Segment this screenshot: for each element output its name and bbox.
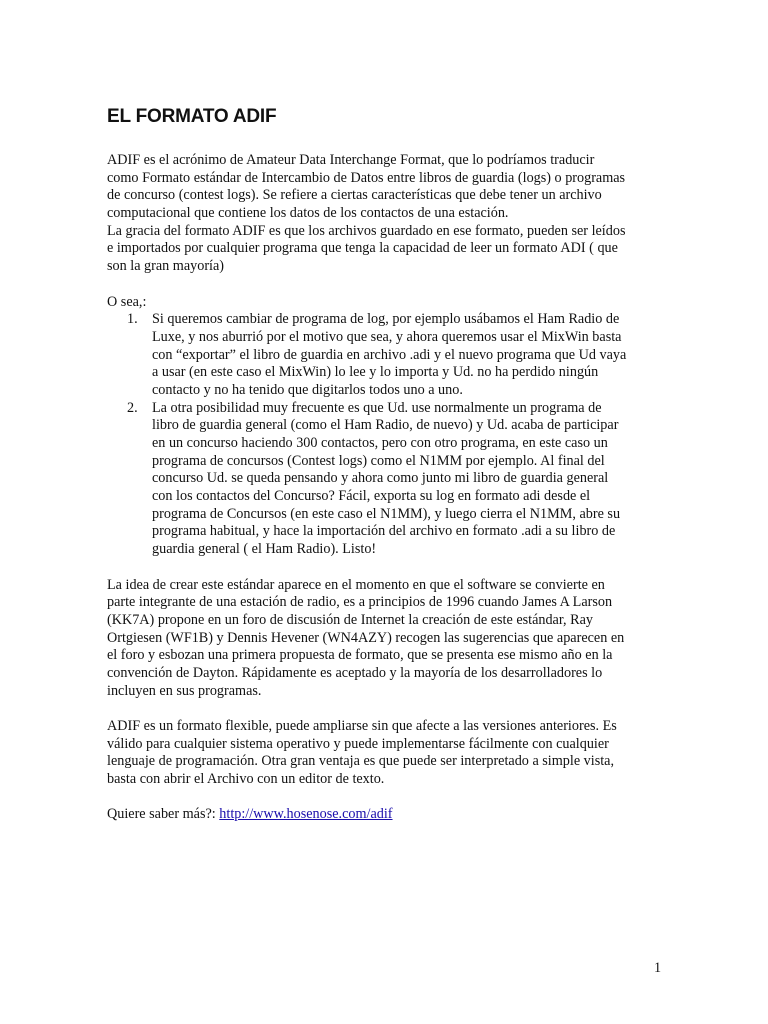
text-line: el foro y esbozan una primera propuesta de formato, que se presenta ese mismo año en la: [107, 647, 613, 664]
adif-link[interactable]: http://www.hosenose.com/adif: [219, 806, 393, 823]
document-body: [107, 152, 667, 824]
paragraph-spacer: [107, 559, 667, 577]
more-info-line: [107, 806, 667, 824]
flexible-paragraph: [107, 718, 667, 789]
text-line: Ortgiesen (WF1B) y Dennis Hevener (WN4AZY) recogen las sugerencias que aparecen en: [107, 629, 625, 646]
text-line: lenguaje de programación. Otra gran ventaja es que puede ser interpretado a simple vista,: [107, 753, 615, 770]
list-item-number: 1.: [127, 311, 138, 328]
text-line: programa de Concursos (en este caso el N1MM), y luego cierra el N1MM, abre su: [152, 505, 621, 522]
o-sea-text: O sea,:: [107, 293, 147, 310]
text-line: a usar (en este caso el MixWin) lo lee y lo importa y Ud. no ha perdido ningún: [152, 364, 599, 381]
text-line: libro de guardia general (como el Ham Radio, de nuevo) y Ud. acaba de participar: [152, 417, 619, 434]
numbered-list: [107, 311, 667, 559]
text-line: incluyen en sus programas.: [107, 682, 262, 699]
document-title: EL FORMATO ADIF: [107, 106, 277, 127]
text-line: La idea de crear este estándar aparece en el momento en que el software se convierte en: [107, 576, 605, 593]
text-line: de concurso (contest logs). Se refiere a ciertas características que debe tener un archivo: [107, 187, 602, 204]
text-line: La otra posibilidad muy frecuente es que Ud. use normalmente un programa de: [152, 399, 602, 416]
text-line: basta con abrir el Archivo con un editor de texto.: [107, 771, 385, 788]
history-paragraph: [107, 577, 667, 701]
paragraph-spacer: [107, 700, 667, 718]
text-line: parte integrante de una estación de radio, es a principios de 1996 cuando James A Larson: [107, 594, 613, 611]
text-line: como Formato estándar de Intercambio de Datos entre libros de guardia (logs) o programas: [107, 169, 626, 186]
text-line: e importados por cualquier programa que tenga la capacidad de leer un formato ADI ( que: [107, 240, 618, 257]
more-info-label: Quiere saber más?:: [107, 806, 220, 823]
text-line: son la gran mayoría): [107, 258, 225, 275]
text-line: contacto y no ha tenido que digitarlos todos uno a uno.: [152, 381, 463, 398]
intro-paragraph: [107, 152, 667, 276]
text-line: con los contactos del Concurso? Fácil, exporta su log en formato adi desde el: [152, 488, 591, 505]
text-line: con “exportar” el libro de guardia en archivo .adi y el nuevo programa que Ud vaya: [152, 346, 627, 363]
paragraph-spacer: [107, 789, 667, 807]
text-line: Si queremos cambiar de programa de log, por ejemplo usábamos el Ham Radio de: [152, 311, 620, 328]
text-line: concurso Ud. se queda pensando y ahora como junto mi libro de guardia general: [152, 470, 609, 487]
text-line: convención de Dayton. Rápidamente es aceptado y la mayoría de los desarrolladores lo: [107, 664, 603, 681]
page-number: 1: [654, 960, 662, 976]
text-line: programa de concursos (Contest logs) como el N1MM por ejemplo. Al final del: [152, 452, 605, 469]
text-line: en un concurso haciendo 300 contactos, pero con otro programa, en este caso un: [152, 435, 608, 451]
text-line: computacional que contiene los datos de los contactos de una estación.: [107, 205, 509, 222]
text-line: (KK7A) propone en un foro de discusión de Internet la creación de este estándar, Ray: [107, 611, 593, 628]
text-line: ADIF es el acrónimo de Amateur Data Interchange Format, que lo podríamos traducir: [107, 152, 595, 168]
text-line: válido para cualquier sistema operativo y puede implementarse fácilmente con cualquier: [107, 735, 609, 752]
text-line: programa habitual, y hace la importación del archivo en formato .adi a su libro de: [152, 523, 616, 540]
text-line: ADIF es un formato flexible, puede ampliarse sin que afecte a las versiones anteriores. Es: [107, 718, 617, 734]
text-line: Luxe, y nos aburrió por el motivo que sea, y ahora queremos usar el MixWin basta: [152, 328, 622, 345]
list-item: [107, 400, 667, 559]
list-item-number: 2.: [127, 399, 138, 416]
text-line: La gracia del formato ADIF es que los archivos guardado en ese formato, pueden ser leídos: [107, 222, 626, 239]
list-item: [107, 311, 667, 399]
text-line: guardia general ( el Ham Radio). Listo!: [152, 541, 377, 558]
paragraph-spacer: [107, 276, 667, 294]
